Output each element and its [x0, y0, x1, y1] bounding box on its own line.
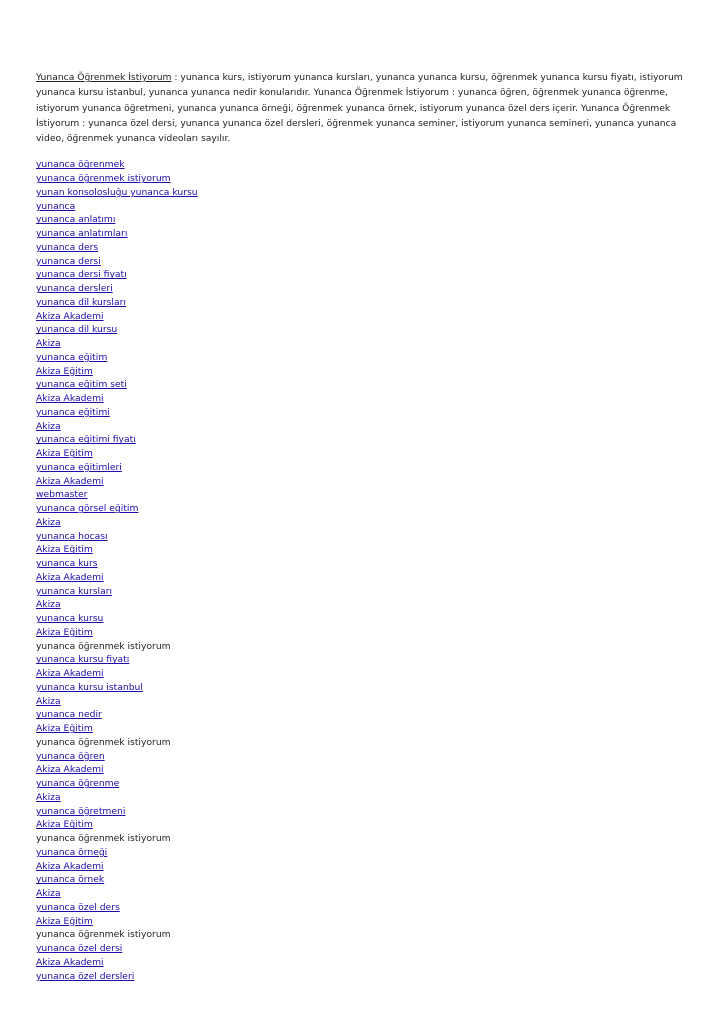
list-item	[36, 200, 696, 214]
list-item	[36, 475, 696, 489]
list-item	[36, 722, 696, 736]
keyword-link[interactable]: yunanca dil kursları	[36, 296, 126, 308]
keyword-link[interactable]: Akiza	[36, 888, 61, 900]
keyword-link[interactable]: Akiza Akademi	[36, 393, 104, 405]
keyword-text: yunanca öğrenmek istiyorum	[36, 929, 171, 941]
keyword-link[interactable]: yunanca	[36, 200, 76, 212]
keyword-link[interactable]: Akiza Eğitim	[36, 626, 93, 638]
list-item	[36, 708, 696, 722]
list-item	[36, 488, 696, 502]
list-item	[36, 516, 696, 530]
keyword-link[interactable]: yunanca kursları	[36, 585, 113, 597]
keyword-link[interactable]: Akiza Eğitim	[36, 365, 93, 377]
list-item	[36, 777, 696, 791]
list-item	[36, 282, 696, 296]
keyword-link[interactable]: yunanca nedir	[36, 709, 102, 721]
keyword-link[interactable]: Akiza	[36, 695, 61, 707]
keyword-link[interactable]: Akiza Akademi	[36, 475, 104, 487]
keyword-link[interactable]: yunanca dersi	[36, 255, 101, 267]
list-item	[36, 433, 696, 447]
keyword-link[interactable]: Akiza Akademi	[36, 310, 104, 322]
list-item	[36, 956, 696, 970]
list-item	[36, 653, 696, 667]
list-item	[36, 351, 696, 365]
list-item	[36, 571, 696, 585]
keyword-link[interactable]: Akiza Eğitim	[36, 915, 93, 927]
list-item	[36, 186, 696, 200]
list-item	[36, 310, 696, 324]
keyword-link[interactable]: Akiza	[36, 420, 61, 432]
list-item	[36, 447, 696, 461]
list-item	[36, 420, 696, 434]
list-item	[36, 598, 696, 612]
list-item	[36, 667, 696, 681]
list-item	[36, 626, 696, 640]
list-item	[36, 750, 696, 764]
keyword-link[interactable]: yunanca hocası	[36, 530, 108, 542]
keyword-link[interactable]: yunanca dil kursu	[36, 324, 118, 336]
keyword-link[interactable]: yunanca öğrenmek	[36, 159, 125, 171]
list-item	[36, 365, 696, 379]
keyword-link[interactable]: yunanca anlatımı	[36, 214, 116, 226]
keyword-link[interactable]: Akiza Akademi	[36, 860, 104, 872]
keyword-link[interactable]: Akiza Eğitim	[36, 448, 93, 460]
keyword-link[interactable]: yunanca dersleri	[36, 283, 113, 295]
keyword-link[interactable]: yunanca özel dersleri	[36, 970, 135, 982]
keyword-link[interactable]: yunanca görsel eğitim	[36, 503, 139, 515]
list-item	[36, 337, 696, 351]
list-item	[36, 736, 696, 750]
list-item	[36, 832, 696, 846]
list-item	[36, 323, 696, 337]
keyword-link[interactable]: Akiza	[36, 791, 61, 803]
keyword-link[interactable]: yunanca öğren	[36, 750, 105, 762]
keyword-link[interactable]: Akiza Eğitim	[36, 819, 93, 831]
keyword-link[interactable]: yunanca kurs	[36, 558, 98, 570]
list-item	[36, 227, 696, 241]
list-item	[36, 612, 696, 626]
keyword-link[interactable]: yunanca kursu fiyatı	[36, 654, 130, 666]
keyword-link[interactable]: yunanca özel dersi	[36, 943, 123, 955]
keyword-link-list	[36, 158, 696, 983]
keyword-link[interactable]: yunanca örnek	[36, 874, 105, 886]
keyword-link[interactable]: yunan konsolosluğu yunanca kursu	[36, 186, 198, 198]
list-item	[36, 695, 696, 709]
keyword-link[interactable]: Akiza	[36, 338, 61, 350]
intro-title-link[interactable]: Yunanca Öğrenmek İstiyorum	[36, 72, 172, 83]
list-item	[36, 928, 696, 942]
list-item	[36, 268, 696, 282]
keyword-link[interactable]: webmaster	[36, 489, 88, 501]
list-item	[36, 805, 696, 819]
list-item	[36, 640, 696, 654]
keyword-link[interactable]: Akiza Akademi	[36, 668, 104, 680]
list-item	[36, 557, 696, 571]
list-item	[36, 915, 696, 929]
keyword-link[interactable]: yunanca kursu	[36, 613, 104, 625]
document-page	[36, 70, 696, 983]
intro-paragraph	[36, 70, 696, 146]
list-item	[36, 158, 696, 172]
keyword-link[interactable]: yunanca özel ders	[36, 901, 120, 913]
keyword-text: yunanca öğrenmek istiyorum	[36, 736, 171, 748]
intro-text: : yunanca kurs, istiyorum yunanca kursları, yunanca yunanca kursu, öğrenmek yunanca kursu fiyatı, istiyorum yunanca kursu istanbul, yunanca yunanca nedir konularıdır. Yunanca Öğrenmek İstiyorum : yunanca öğren, öğrenmek yunanca öğrenme, istiyorum yunanca öğretmeni, yunanca yunanca örneği, öğrenmek yunanca örnek, istiyorum yunanca özel ders içerir. Yunanca Öğrenmek İstiyorum : yunanca özel dersi, yunanca yunanca özel dersleri, öğrenmek yunanca seminer, istiyorum yunanca semineri, yunanca yunanca video, öğrenmek yunanca videoları sayılır.	[36, 72, 683, 145]
keyword-link[interactable]: yunanca örneği	[36, 846, 108, 858]
keyword-link[interactable]: yunanca dersi fiyatı	[36, 269, 127, 281]
keyword-link[interactable]: yunanca anlatımları	[36, 228, 128, 240]
list-item	[36, 942, 696, 956]
list-item	[36, 818, 696, 832]
list-item	[36, 585, 696, 599]
keyword-text: yunanca öğrenmek istiyorum	[36, 833, 171, 845]
list-item	[36, 406, 696, 420]
keyword-link[interactable]: Akiza	[36, 599, 61, 611]
list-item	[36, 873, 696, 887]
list-item	[36, 392, 696, 406]
keyword-link[interactable]: yunanca öğrenmek istiyorum	[36, 173, 171, 185]
keyword-link[interactable]: Akiza	[36, 516, 61, 528]
keyword-link[interactable]: yunanca eğitimleri	[36, 461, 122, 473]
keyword-link[interactable]: yunanca eğitimi fiyatı	[36, 434, 136, 446]
keyword-link[interactable]: yunanca eğitimi	[36, 406, 110, 418]
keyword-link[interactable]: Akiza Eğitim	[36, 723, 93, 735]
keyword-link[interactable]: yunanca öğrenme	[36, 778, 120, 790]
list-item	[36, 461, 696, 475]
list-item	[36, 860, 696, 874]
keyword-link[interactable]: yunanca ders	[36, 241, 99, 253]
keyword-link[interactable]: yunanca eğitim	[36, 351, 108, 363]
keyword-link[interactable]: yunanca öğretmeni	[36, 805, 126, 817]
keyword-text: yunanca öğrenmek istiyorum	[36, 640, 171, 652]
list-item	[36, 296, 696, 310]
keyword-link[interactable]: yunanca eğitim seti	[36, 379, 127, 391]
list-item	[36, 213, 696, 227]
list-item	[36, 255, 696, 269]
keyword-link[interactable]: Akiza Akademi	[36, 571, 104, 583]
keyword-link[interactable]: Akiza Akademi	[36, 764, 104, 776]
list-item	[36, 791, 696, 805]
list-item	[36, 530, 696, 544]
keyword-link[interactable]: yunanca kursu istanbul	[36, 681, 143, 693]
list-item	[36, 172, 696, 186]
list-item	[36, 901, 696, 915]
list-item	[36, 543, 696, 557]
list-item	[36, 241, 696, 255]
list-item	[36, 846, 696, 860]
keyword-link[interactable]: Akiza Akademi	[36, 956, 104, 968]
list-item	[36, 887, 696, 901]
list-item	[36, 763, 696, 777]
list-item	[36, 681, 696, 695]
list-item	[36, 378, 696, 392]
keyword-link[interactable]: Akiza Eğitim	[36, 544, 93, 556]
list-item	[36, 970, 696, 984]
list-item	[36, 502, 696, 516]
